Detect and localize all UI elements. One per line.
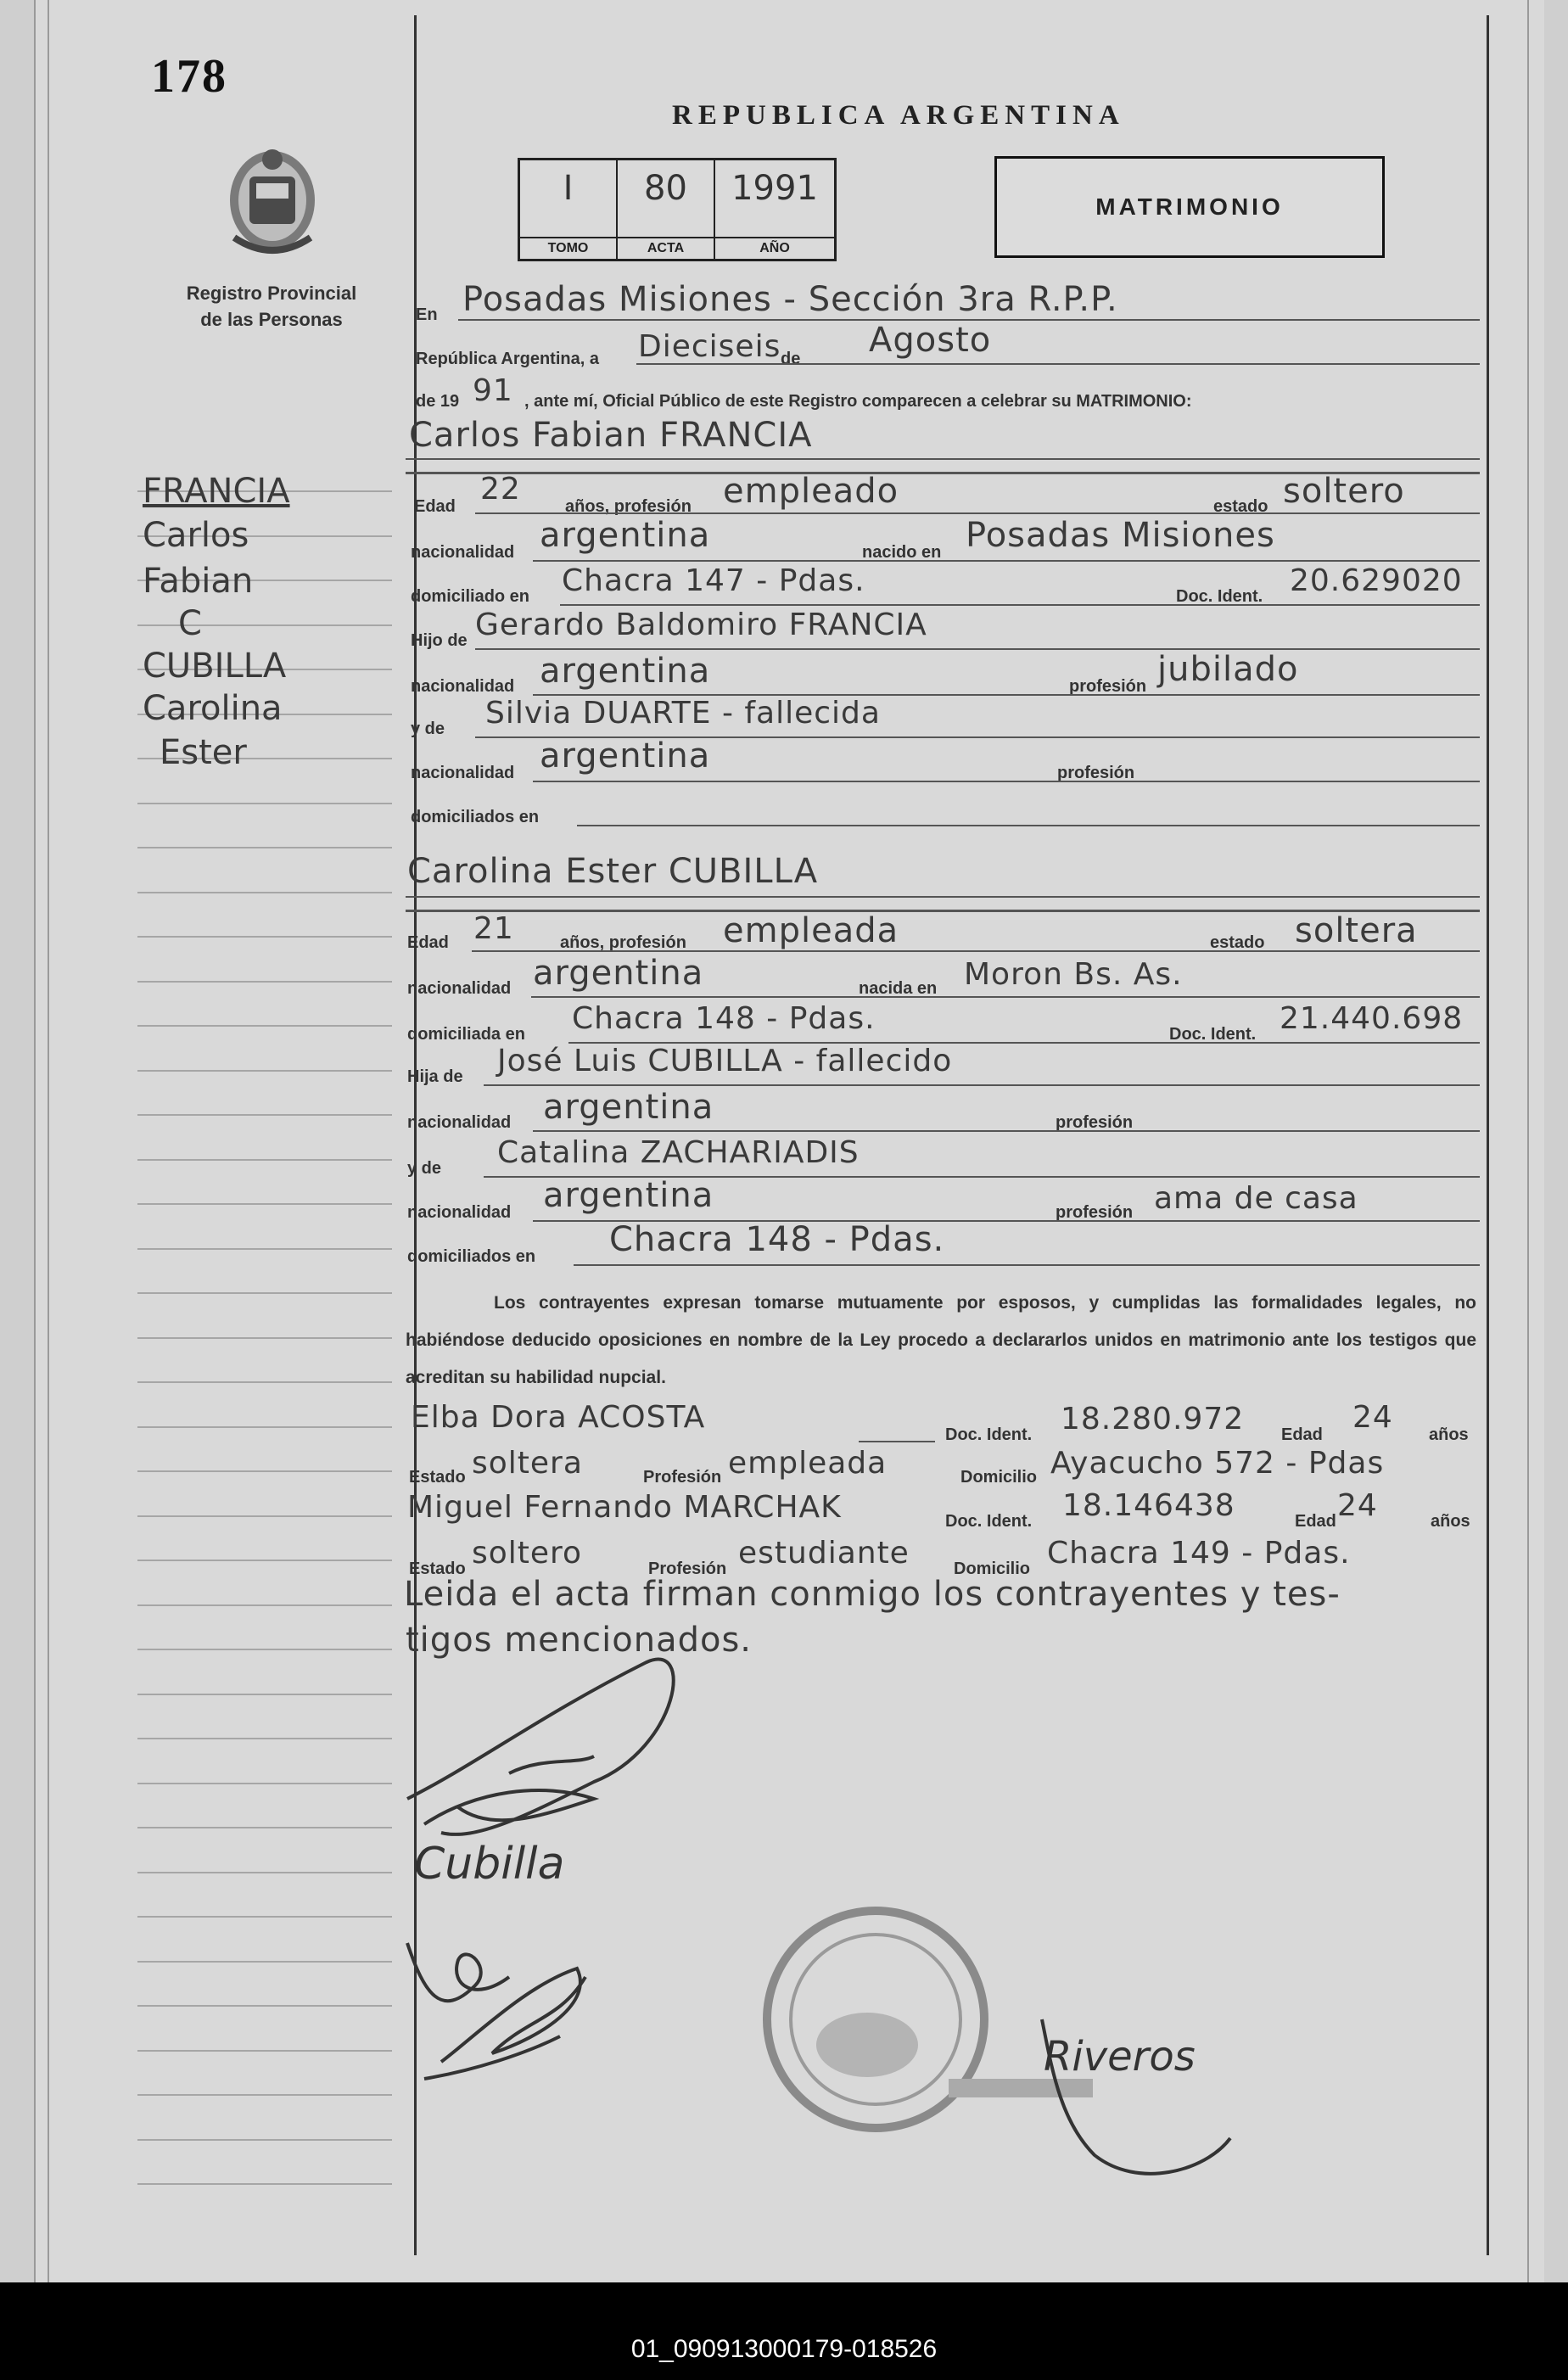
- groom-prof-label: años, profesión: [565, 497, 692, 516]
- witness2-doc-label: Doc. Ident.: [945, 1512, 1033, 1531]
- bride-dom-label: domiciliada en: [407, 1025, 525, 1044]
- place-value: Posadas Misiones - Sección 3ra R.P.P.: [462, 280, 1118, 319]
- bride-madre: Catalina ZACHARIADIS: [497, 1135, 860, 1170]
- groom-doc: 20.629020: [1290, 563, 1463, 598]
- bride-nacionalidad: argentina: [533, 954, 704, 993]
- margin-name: Fabian: [143, 562, 254, 601]
- bride-doc: 21.440.698: [1280, 1001, 1464, 1036]
- en-label: En: [416, 305, 438, 324]
- groom-edad: 22: [480, 472, 521, 507]
- groom-padre-prof: jubilado: [1157, 650, 1299, 689]
- groom-nacido-en: Posadas Misiones: [966, 516, 1275, 555]
- bride-estado-label: estado: [1210, 933, 1265, 952]
- margin-surname-groom: FRANCIA: [143, 472, 290, 511]
- witness1-prof-label: Profesión: [643, 1468, 722, 1487]
- groom-madre-prof-label: profesión: [1057, 764, 1135, 782]
- tomo-value: I: [563, 169, 574, 208]
- witness2-dom-label: Domicilio: [954, 1560, 1031, 1578]
- bride-yde-label: y de: [407, 1159, 442, 1178]
- bride-domicilio-padres: Chacra 148 - Pdas.: [609, 1220, 945, 1259]
- witness1-edad: 24: [1352, 1400, 1393, 1435]
- month-value: Agosto: [869, 321, 992, 360]
- image-id-caption: 01_090913000179-018526: [630, 2335, 938, 2363]
- republica-label: República Argentina, a: [416, 350, 599, 368]
- groom-yde-label: y de: [411, 720, 445, 738]
- declaration-text: Los contrayentes expresan tomarse mutuamente por esposos, y cumplidas las formalidades legales, no habiéndose deducido oposiciones en nombre de la Ley procedo a declararlos unidos en matrimonio ante los testigos que acreditan su habilidad nupcial.: [406, 1293, 1476, 1387]
- groom-profesion: empleado: [723, 472, 899, 511]
- groom-doc-label: Doc. Ident.: [1176, 587, 1263, 606]
- page-number: 178: [151, 50, 227, 103]
- ano-label: AÑO: [715, 237, 834, 259]
- groom-nacionalidad: argentina: [540, 516, 711, 555]
- groom-madre-nac-label: nacionalidad: [411, 764, 515, 782]
- bride-edad: 21: [473, 911, 514, 946]
- closing-line2: tigos mencionados.: [406, 1621, 752, 1660]
- groom-name: Carlos Fabian FRANCIA: [409, 416, 813, 455]
- witness2-domicilio: Chacra 149 - Pdas.: [1047, 1536, 1351, 1571]
- bride-signature-icon: [414, 1839, 564, 1890]
- witness1-domicilio: Ayacucho 572 - Pdas: [1050, 1446, 1385, 1481]
- acta-label: ACTA: [618, 237, 714, 259]
- closing-line1: Leida el acta firman conmigo los contrayentes y tes-: [404, 1575, 1341, 1614]
- registry-line1: Registro Provincial: [186, 283, 357, 304]
- bride-nacida-en: Moron Bs. As.: [964, 957, 1183, 992]
- day-value: Dieciseis: [638, 329, 781, 364]
- bride-name: Carolina Ester CUBILLA: [407, 852, 819, 891]
- groom-padre-nac: argentina: [540, 652, 711, 691]
- witness2-anos-label: años: [1431, 1512, 1470, 1531]
- tomo-label: TOMO: [520, 237, 616, 259]
- witness2-name: Miguel Fernando MARCHAK: [407, 1490, 842, 1525]
- groom-estado: soltero: [1283, 472, 1405, 511]
- bride-padre-nac-label: nacionalidad: [407, 1113, 512, 1132]
- bride-profesion: empleada: [723, 911, 899, 950]
- groom-madre-nac: argentina: [540, 736, 711, 776]
- witness2-profesion: estudiante: [738, 1536, 910, 1571]
- bride-edad-label: Edad: [407, 933, 449, 952]
- official-stamp-icon: [767, 1911, 1093, 2128]
- ano-value: 1991: [731, 169, 818, 208]
- witness-signatures-icon: [407, 1943, 585, 2079]
- groom-edad-label: Edad: [414, 497, 456, 516]
- witness1-edad-label: Edad: [1281, 1425, 1323, 1444]
- bride-prof-label: años, profesión: [560, 933, 686, 952]
- bride-madre-nac: argentina: [543, 1176, 714, 1215]
- oficial-text: , ante mí, Oficial Público de este Registro comparecen a celebrar su MATRIMONIO:: [524, 392, 1192, 411]
- groom-domicilio: Chacra 147 - Pdas.: [562, 563, 865, 598]
- groom-doms-label: domiciliados en: [411, 808, 540, 826]
- witness1-profesion: empleada: [728, 1446, 888, 1481]
- groom-padre-nac-label: nacionalidad: [411, 677, 515, 696]
- bride-domicilio: Chacra 148 - Pdas.: [572, 1001, 876, 1036]
- republic-heading: REPUBLICA ARGENTINA: [672, 100, 1125, 131]
- witness1-dom-label: Domicilio: [960, 1468, 1038, 1487]
- margin-surname-bride: CUBILLA: [143, 647, 287, 686]
- witness2-doc: 18.146438: [1062, 1488, 1235, 1523]
- bride-madre-prof: ama de casa: [1154, 1181, 1358, 1216]
- bride-nac-label: nacionalidad: [407, 979, 512, 998]
- groom-padre-prof-label: profesión: [1069, 677, 1147, 696]
- bride-madre-prof-label: profesión: [1056, 1203, 1134, 1222]
- witness1-doc: 18.280.972: [1061, 1402, 1245, 1436]
- witness1-estado: soltera: [472, 1446, 583, 1481]
- witness1-name: Elba Dora ACOSTA: [411, 1400, 706, 1435]
- bride-hija-label: Hija de: [407, 1067, 463, 1086]
- margin-name: Ester: [160, 733, 247, 772]
- bride-padre-nac: argentina: [543, 1088, 714, 1127]
- groom-nac-label: nacionalidad: [411, 543, 515, 562]
- groom-padre: Gerardo Baldomiro FRANCIA: [475, 608, 927, 642]
- groom-estado-label: estado: [1213, 497, 1268, 516]
- groom-madre: Silvia DUARTE - fallecida: [485, 696, 881, 731]
- bride-madre-nac-label: nacionalidad: [407, 1203, 512, 1222]
- act-type-box: MATRIMONIO: [994, 156, 1385, 258]
- acta-value: 80: [644, 169, 687, 208]
- de-label: de: [781, 350, 801, 368]
- svg-text:Riveros: Riveros: [1044, 2033, 1196, 2080]
- witness2-estado-label: Estado: [409, 1560, 466, 1578]
- witness1-estado-label: Estado: [409, 1468, 466, 1487]
- groom-signature-icon: [407, 1660, 674, 1834]
- registry-line2: de las Personas: [200, 309, 343, 330]
- witness2-edad: 24: [1337, 1488, 1378, 1523]
- groom-nacido-label: nacido en: [862, 543, 942, 562]
- footer-strip: [0, 2282, 1568, 2380]
- year-label: de 19: [416, 392, 460, 411]
- groom-dom-label: domiciliado en: [411, 587, 530, 606]
- bride-estado: soltera: [1295, 911, 1418, 950]
- witness2-estado: soltero: [472, 1536, 583, 1571]
- margin-name: Carlos: [143, 516, 249, 555]
- margin-name: Carolina: [143, 689, 283, 728]
- witness2-prof-label: Profesión: [648, 1560, 727, 1578]
- bride-padre-prof-label: profesión: [1056, 1113, 1134, 1132]
- bride-nacida-label: nacida en: [859, 979, 938, 998]
- year-value: 91: [473, 373, 513, 408]
- bride-doms-label: domiciliados en: [407, 1247, 536, 1266]
- groom-hijo-label: Hijo de: [411, 631, 468, 650]
- bride-padre: José Luis CUBILLA - fallecido: [497, 1044, 953, 1078]
- witness2-edad-label: Edad: [1295, 1512, 1336, 1531]
- witness1-doc-label: Doc. Ident.: [945, 1425, 1033, 1444]
- margin-name: C: [178, 604, 202, 643]
- witness1-anos-label: años: [1429, 1425, 1469, 1444]
- svg-text:Cubilla: Cubilla: [414, 1839, 565, 1890]
- bride-doc-label: Doc. Ident.: [1169, 1025, 1257, 1044]
